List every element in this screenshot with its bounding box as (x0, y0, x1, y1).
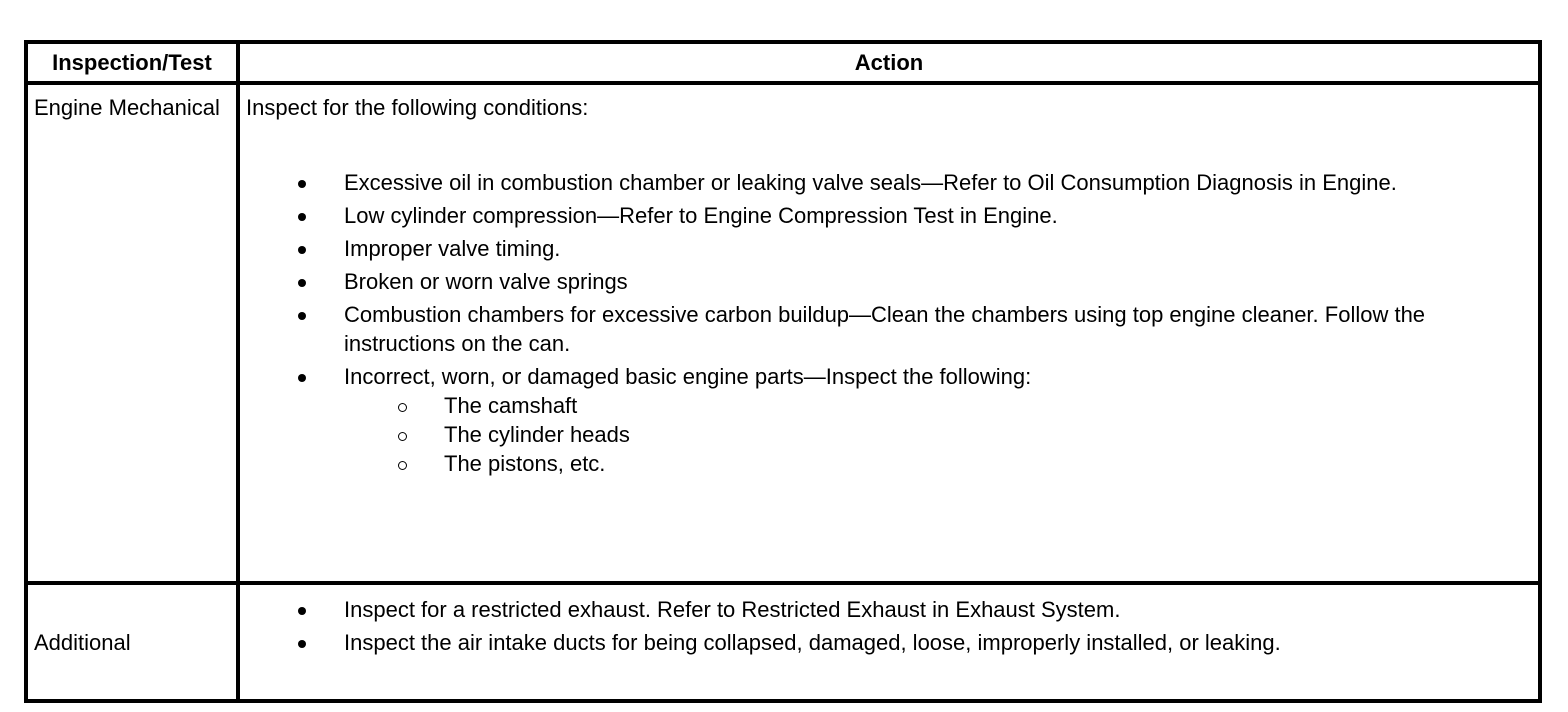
bullet-icon (298, 374, 306, 382)
bullet-icon (298, 640, 306, 648)
sub-list (344, 391, 1534, 478)
table-row (26, 583, 1540, 701)
list-item (240, 628, 1538, 657)
action-intro: Inspect for the following conditions: (246, 95, 589, 120)
row-label-additional: Additional (26, 583, 238, 701)
bullet-icon (298, 279, 306, 287)
bullet-icon (298, 180, 306, 188)
sub-list-item (344, 420, 1534, 449)
row-label-engine-mechanical: Engine Mechanical (26, 83, 238, 583)
circle-bullet-icon (398, 432, 407, 441)
list-item (240, 595, 1538, 624)
table-row (26, 83, 1540, 583)
list-item-text: Combustion chambers for excessive carbon buildup—Clean the chambers using top engine cleaner. Follow the instructions on the can. (344, 302, 1426, 356)
header-inspection-test: Inspection/Test (26, 42, 238, 83)
list-item (240, 300, 1538, 358)
condition-list (240, 595, 1538, 657)
sub-list-item-text: The pistons, etc. (444, 451, 606, 476)
list-item-text: Inspect the air intake ducts for being collapsed, damaged, loose, improperly installed, or leaking. (344, 630, 1281, 655)
list-item-text: Incorrect, worn, or damaged basic engine parts—Inspect the following: (344, 364, 1032, 389)
sub-list-item-text: The camshaft (444, 393, 578, 418)
list-item (240, 234, 1538, 263)
list-item-text: Broken or worn valve springs (344, 269, 628, 294)
sub-list-item (344, 391, 1534, 420)
sub-list-item-text: The cylinder heads (444, 422, 630, 447)
list-item (240, 201, 1538, 230)
bullet-icon (298, 213, 306, 221)
bullet-icon (298, 312, 306, 320)
list-item (240, 168, 1538, 197)
table-header-row (26, 42, 1540, 83)
list-item (240, 362, 1538, 478)
sub-list-item (344, 449, 1534, 478)
header-action: Action (238, 42, 1540, 83)
list-item-text: Inspect for a restricted exhaust. Refer to Restricted Exhaust in Exhaust System. (344, 597, 1121, 622)
action-cell (238, 583, 1540, 701)
bullet-icon (298, 246, 306, 254)
circle-bullet-icon (398, 403, 407, 412)
condition-list (240, 168, 1538, 478)
circle-bullet-icon (398, 461, 407, 470)
list-item-text: Improper valve timing. (344, 236, 561, 261)
action-cell (238, 83, 1540, 583)
list-item-text: Excessive oil in combustion chamber or leaking valve seals—Refer to Oil Consumption Diagnosis in Engine. (344, 170, 1397, 195)
list-item-text: Low cylinder compression—Refer to Engine Compression Test in Engine. (344, 203, 1058, 228)
bullet-icon (298, 607, 306, 615)
diagnostic-table (24, 40, 1542, 703)
list-item (240, 267, 1538, 296)
